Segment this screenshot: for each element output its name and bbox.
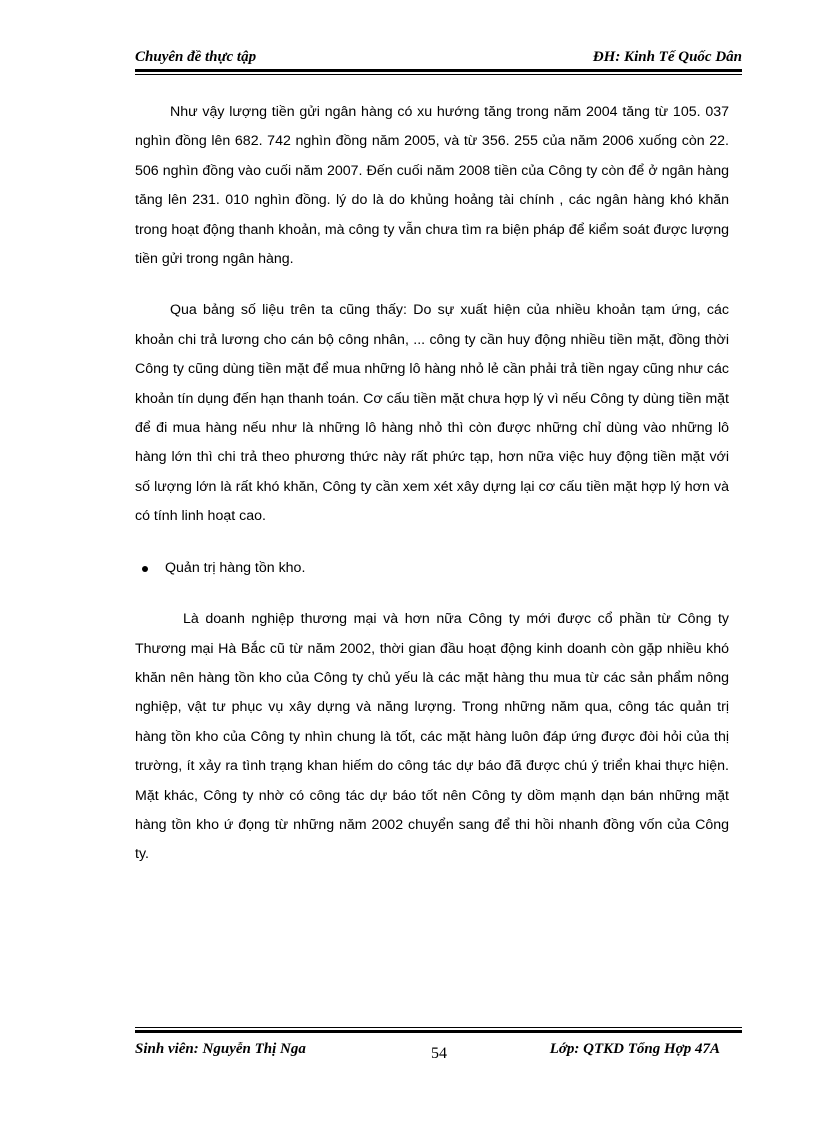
bullet-inventory-heading: [135, 554, 729, 583]
body-text: [135, 98, 729, 870]
page-number: 54: [431, 1045, 447, 1062]
footer-class: Lớp: QTKD Tổng Hợp 47A: [549, 1041, 720, 1057]
header-university: ĐH: Kinh Tế Quốc Dân: [592, 49, 742, 65]
header-title: Chuyên đề thực tập: [135, 49, 257, 65]
footer-rule-thick: [135, 1030, 742, 1033]
footer-rule-thin: [135, 1027, 742, 1028]
paragraph-cash-structure: Qua bảng số liệu trên ta cũng thấy: Do sự xuất hiện của nhiều khoản tạm ứng, các khoản chi trả lương cho cán bộ công nhân, ... công ty cần huy động nhiều tiền mặt, đồng thời Công ty cũng dùng tiền mặt để mua những lô hàng nhỏ lẻ cần phải trả tiền ngay cũng như các khoản tín dụng đến hạn thanh toán. Cơ cấu tiền mặt chưa hợp lý vì nếu Công ty dùng tiền mặt để đi mua hàng nếu như là những lô hàng nhỏ thì còn được những chỉ dùng vào những lô hàng lớn thì chi trả theo phương thức này rất phức tạp, hơn nữa việc huy động tiền mặt với số lượng lớn là rất khó khăn, Công ty cần xem xét xây dựng lại cơ cấu tiền mặt hợp lý hơn và có tính linh hoạt cao.: [135, 302, 729, 525]
paragraph-inventory: Là doanh nghiệp thương mại và hơn nữa Công ty mới được cổ phần từ Công ty Thương mại Hà Bắc cũ từ năm 2002, thời gian đầu hoạt động kinh doanh còn gặp nhiều khó khăn nên hàng tồn kho của Công ty chủ yếu là các mặt hàng thu mua từ các sản phẩm nông nghiệp, vật tư phục vụ xây dựng và năng lượng. Trong những năm qua, công tác quản trị hàng tồn kho của Công ty nhìn chung là tốt, các mặt hàng luôn đáp ứng được đòi hỏi của thị trường, ít xảy ra tình trạng khan hiếm do công tác dự báo đã được chú ý triển khai thực hiện. Mặt khác, Công ty nhờ có công tác dự báo tốt nên Công ty dồm mạnh dạn bán những mặt hàng tồn kho ứ đọng từ những năm 2002 chuyển sang để thi hồi nhanh đồng vốn của Công ty.: [135, 611, 729, 863]
bullet-text: Quản trị hàng tồn kho.: [165, 559, 306, 576]
page-header: [135, 45, 742, 69]
page-footer: [135, 1035, 742, 1065]
footer-student: Sinh viên: Nguyễn Thị Nga: [135, 1041, 306, 1057]
header-rule-thin: [135, 74, 742, 75]
bullet-icon: [142, 566, 148, 572]
paragraph-bank-deposits: Như vậy lượng tiền gửi ngân hàng có xu hướng tăng trong năm 2004 tăng từ 105. 037 nghìn đồng lên 682. 742 nghìn đồng năm 2005, và từ 356. 255 của năm 2006 xuống còn 22. 506 nghìn đồng vào cuối năm 2007. Đến cuối năm 2008 tiền của Công ty còn để ở ngân hàng tăng lên 231. 010 nghìn đồng. lý do là do khủng hoảng tài chính , các ngân hàng khó khăn trong hoạt động thanh khoản, mà công ty vẫn chưa tìm ra biện pháp để kiểm soát được lượng tiền gửi trong ngân hàng.: [135, 104, 729, 268]
header-rule-thick: [135, 69, 742, 72]
